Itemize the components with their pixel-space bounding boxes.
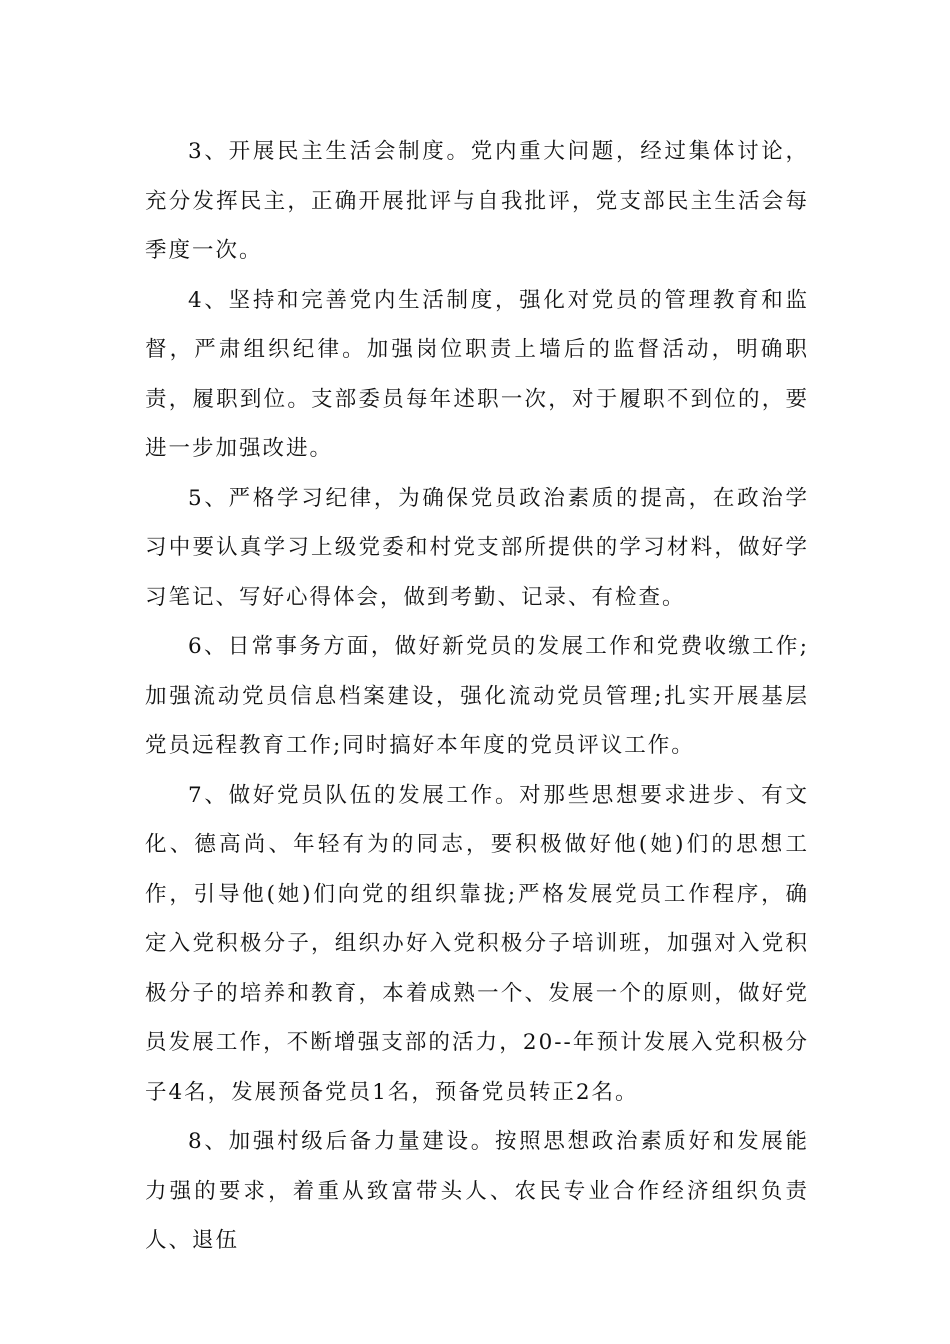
- paragraph-item-4: 4、坚持和完善党内生活制度，强化对党员的管理教育和监督，严肃组织纪律。加强岗位职责上墙后的监督活动，明确职责，履职到位。支部委员每年述职一次，对于履职不到位的，要进一步加强改进。: [145, 287, 809, 461]
- paragraph-item-7: 7、做好党员队伍的发展工作。对那些思想要求进步、有文化、德高尚、年轻有为的同志，要积极做好他(她)们的思想工作，引导他(她)们向党的组织靠拢;严格发展党员工作程序，确定入党积极分子，组织办好入党积极分子培训班，加强对入党积极分子的培养和教育，本着成熟一个、发展一个的原则，做好党员发展工作，不断增强支部的活力，20--年预计发展入党积极分子4名，发展预备党员1名，预备党员转正2名。: [145, 782, 809, 1105]
- document-page: [145, 127, 809, 1266]
- paragraph-item-5: 5、严格学习纪律，为确保党员政治素质的提高，在政治学习中要认真学习上级党委和村党支部所提供的学习材料，做好学习笔记、写好心得体会，做到考勤、记录、有检查。: [145, 485, 809, 610]
- paragraph-item-8: 8、加强村级后备力量建设。按照思想政治素质好和发展能力强的要求，着重从致富带头人、农民专业合作经济组织负责人、退伍: [145, 1129, 809, 1253]
- paragraph-item-6: 6、日常事务方面，做好新党员的发展工作和党费收缴工作;加强流动党员信息档案建设，强化流动党员管理;扎实开展基层党员远程教育工作;同时搞好本年度的党员评议工作。: [145, 634, 809, 758]
- paragraph-item-3: 3、开展民主生活会制度。党内重大问题，经过集体讨论，充分发挥民主，正确开展批评与自我批评，党支部民主生活会每季度一次。: [145, 139, 809, 263]
